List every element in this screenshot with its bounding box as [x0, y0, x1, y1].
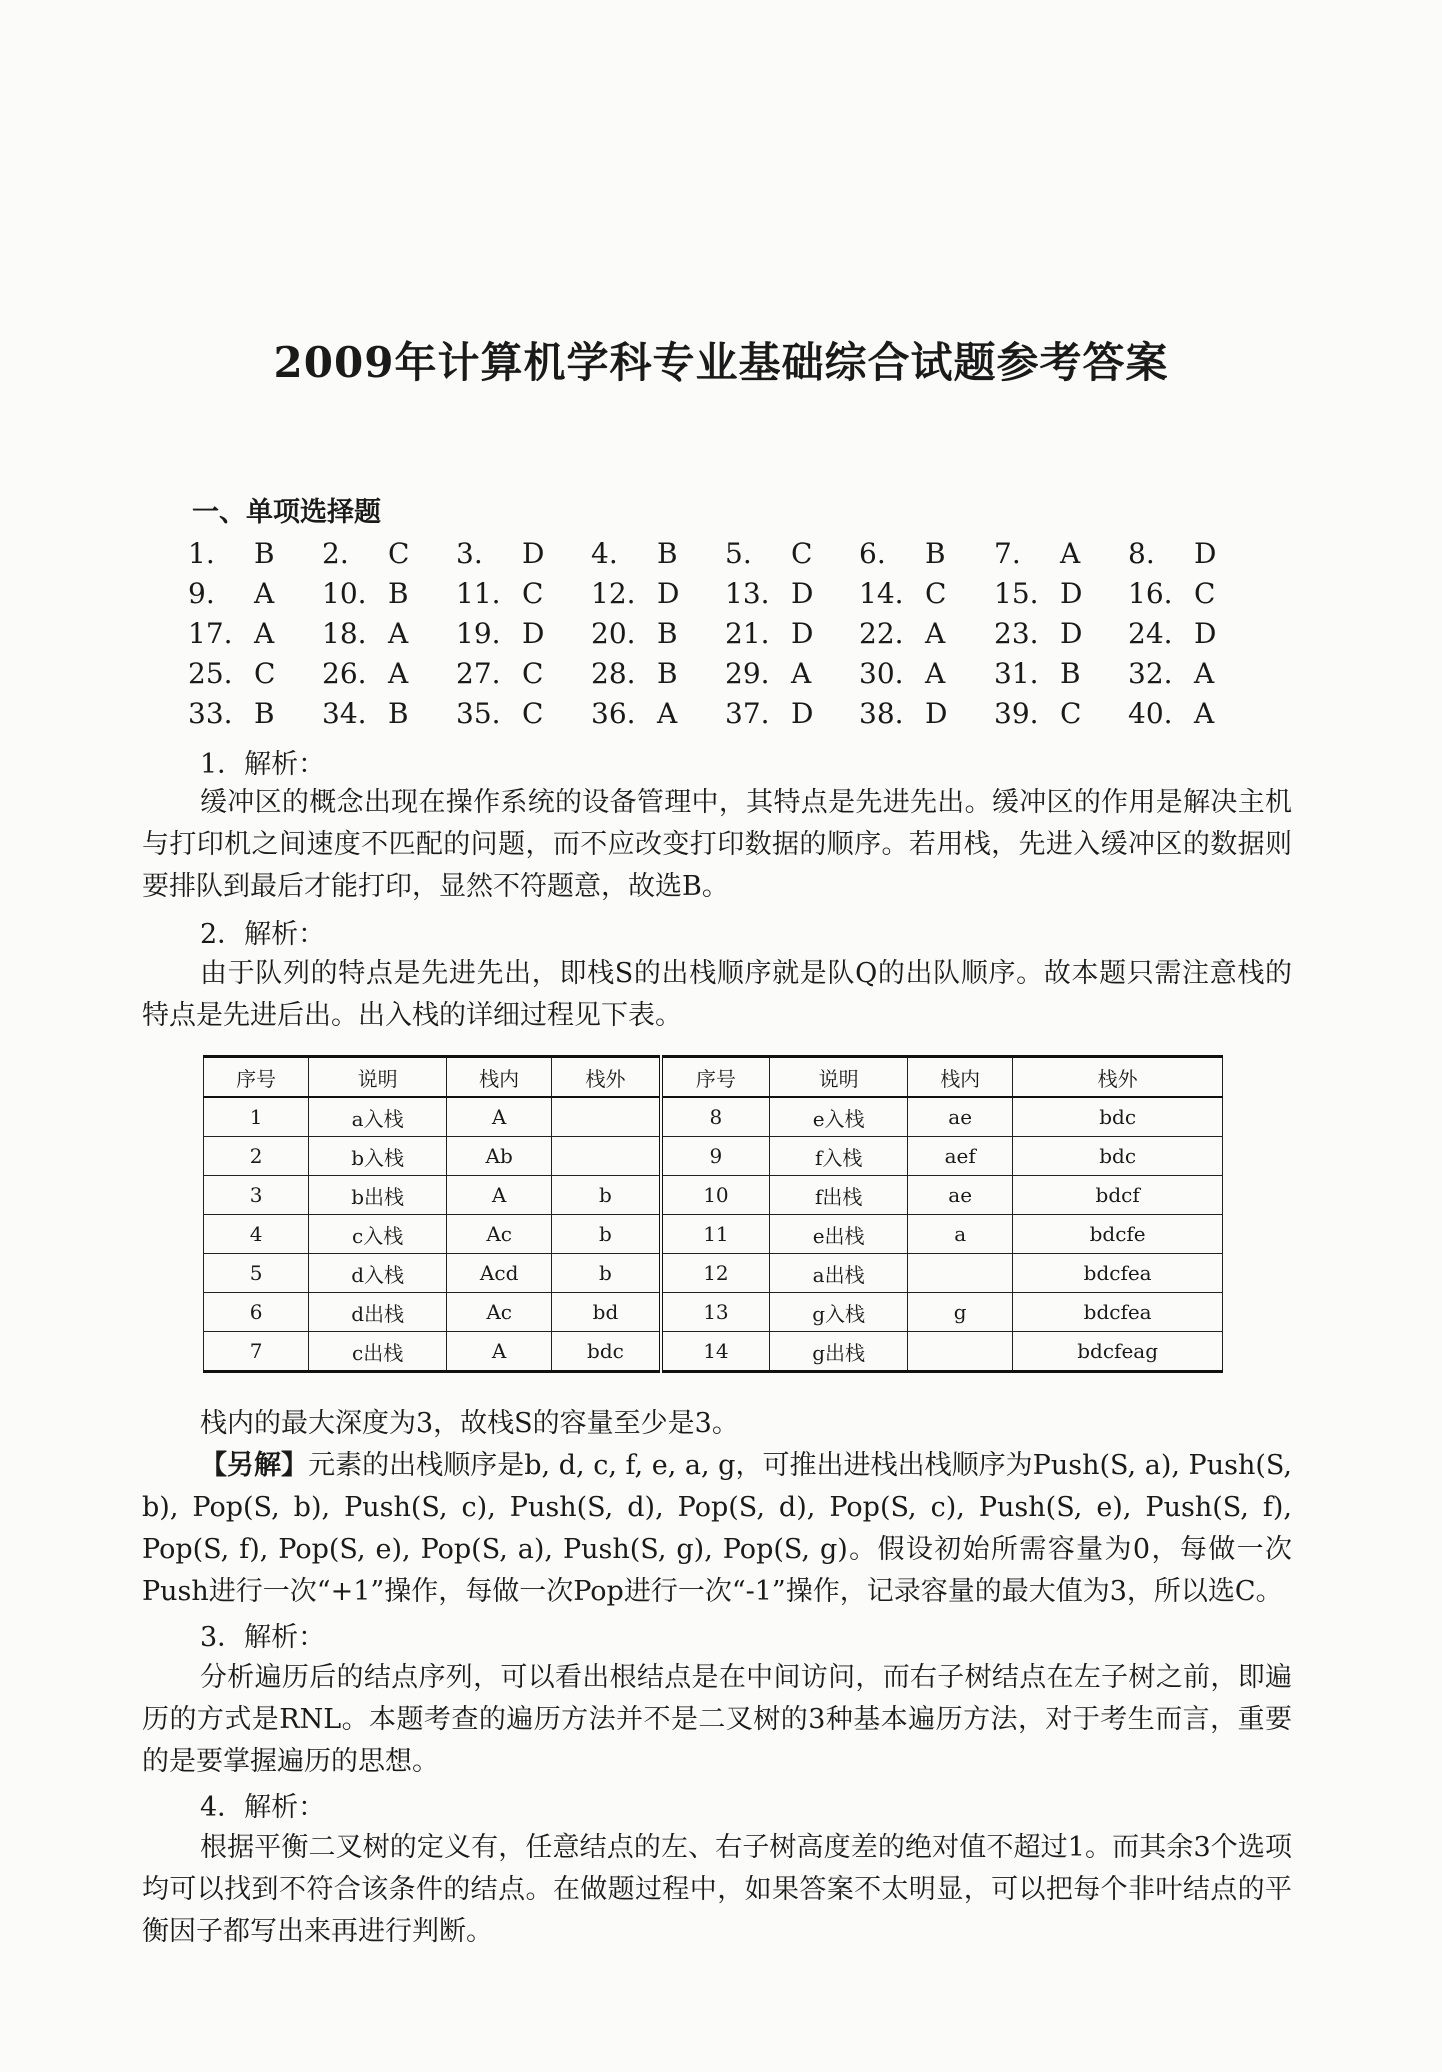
q4-body: 根据平衡二叉树的定义有，任意结点的左、右子树高度差的绝对值不超过1。而其余3个选项均可以找到不符合该条件的结点。在做题过程中，如果答案不太明显，可以把每个非叶结点的平衡因子都写出来再进行判断。: [142, 1832, 1292, 1947]
answer-item: [859, 697, 965, 730]
answer-item: [322, 697, 428, 730]
table-cell: b入栈: [309, 1137, 447, 1176]
answer-number: 12.: [591, 577, 636, 610]
table-cell: a出栈: [770, 1254, 908, 1293]
answer-number: 22.: [859, 617, 904, 650]
table-header: 栈内: [447, 1057, 552, 1098]
alt-text: 元素的出栈顺序是b, d, c, f, e, a, g，可推出进栈出栈顺序为Push(S, a), Push(S, b), Pop(S, b), Push(S, c), Push(S, d), Pop(S, d), Pop(S, c), Push(S, e), Push(S, f), Pop(S, f), Pop(S, e), Pop(S, a), Push(S, g), Pop(S, g)。假设初始所需容量为0，每做一次Push进行一次“+1”操作，每做一次Pop进行一次“-1”操作，记录容量的最大值为3，所以选C。: [142, 1450, 1293, 1607]
answer-number: 21.: [725, 617, 770, 650]
answer-number: 10.: [322, 577, 367, 610]
answer-number: 9.: [188, 577, 215, 610]
answer-item: [859, 657, 965, 690]
answer-item: [994, 697, 1100, 730]
table-cell: bdcfea: [1013, 1254, 1223, 1293]
table-cell: [552, 1097, 661, 1137]
table-cell: bd: [552, 1293, 661, 1332]
table-cell: d出栈: [309, 1293, 447, 1332]
answer-number: 16.: [1128, 577, 1173, 610]
answer-number: 33.: [188, 697, 233, 730]
answer-letter: C: [522, 697, 544, 730]
table-row: [204, 1293, 1223, 1332]
answer-number: 8.: [1128, 537, 1155, 570]
answer-item: [1128, 577, 1234, 610]
q2-alt: [142, 1445, 1292, 1613]
table-cell: b: [552, 1254, 661, 1293]
table-cell: A: [447, 1097, 552, 1137]
answer-letter: B: [657, 657, 678, 690]
table-cell: ae: [908, 1097, 1013, 1137]
table-cell: 4: [204, 1215, 309, 1254]
table-cell: a入栈: [309, 1097, 447, 1137]
answer-item: [322, 617, 428, 650]
answer-item: [1128, 697, 1234, 730]
answer-number: 3.: [456, 537, 483, 570]
answer-letter: A: [925, 617, 946, 650]
table-row: [204, 1332, 1223, 1372]
table-header: 序号: [661, 1057, 770, 1098]
table-cell: 1: [204, 1097, 309, 1137]
answer-number: 36.: [591, 697, 636, 730]
answer-item: [188, 577, 294, 610]
answer-item: [188, 657, 294, 690]
answer-item: [456, 657, 562, 690]
answer-letter: A: [1194, 657, 1215, 690]
answer-number: 29.: [725, 657, 770, 690]
table-cell: g入栈: [770, 1293, 908, 1332]
answer-letter: B: [657, 537, 678, 570]
q3-body: 分析遍历后的结点序列，可以看出根结点是在中间访问，而右子树结点在左子树之前，即遍历的方式是RNL。本题考查的遍历方法并不是二叉树的3种基本遍历方法，对于考生而言，重要的是要掌握遍历的思想。: [142, 1662, 1292, 1777]
q2-after: [142, 1403, 1292, 1445]
table-cell: 14: [661, 1332, 770, 1372]
answer-letter: B: [254, 537, 275, 570]
answer-item: [188, 697, 294, 730]
q2-after-text: 栈内的最大深度为3，故栈S的容量至少是3。: [200, 1408, 739, 1439]
answer-item: [322, 577, 428, 610]
table-header: 说明: [770, 1057, 908, 1098]
answer-item: [725, 537, 831, 570]
table-cell: 11: [661, 1215, 770, 1254]
table-cell: aef: [908, 1137, 1013, 1176]
answer-number: 19.: [456, 617, 501, 650]
table-cell: [552, 1137, 661, 1176]
q4-heading: 4．解析：: [200, 1792, 326, 1823]
q2-text: [142, 953, 1292, 1037]
table-cell: bdc: [1013, 1137, 1223, 1176]
table-cell: 12: [661, 1254, 770, 1293]
table-cell: c入栈: [309, 1215, 447, 1254]
answer-number: 40.: [1128, 697, 1173, 730]
answer-item: [591, 697, 697, 730]
table-header: 说明: [309, 1057, 447, 1098]
table-cell: A: [447, 1332, 552, 1372]
q3-text: [142, 1657, 1292, 1783]
q2-heading: 2．解析：: [200, 919, 326, 950]
table-cell: 6: [204, 1293, 309, 1332]
answer-number: 30.: [859, 657, 904, 690]
answer-number: 5.: [725, 537, 752, 570]
table-cell: A: [447, 1176, 552, 1215]
answer-letter: A: [254, 617, 275, 650]
answer-number: 15.: [994, 577, 1039, 610]
table-row: [204, 1097, 1223, 1137]
table-cell: d入栈: [309, 1254, 447, 1293]
answer-letter: D: [1194, 537, 1217, 570]
answer-number: 26.: [322, 657, 367, 690]
answer-item: [456, 577, 562, 610]
alt-tag: 【另解】: [200, 1450, 309, 1481]
answer-number: 35.: [456, 697, 501, 730]
answer-item: [859, 537, 965, 570]
table-cell: 9: [661, 1137, 770, 1176]
answer-letter: C: [791, 537, 813, 570]
table-cell: g: [908, 1293, 1013, 1332]
answer-letter: A: [657, 697, 678, 730]
q1-heading: 1．解析：: [200, 749, 326, 780]
answer-number: 38.: [859, 697, 904, 730]
q3-heading: 3．解析：: [200, 1622, 326, 1653]
answer-item: [188, 617, 294, 650]
answer-letter: A: [1060, 537, 1081, 570]
table-header: 栈外: [552, 1057, 661, 1098]
answer-number: 13.: [725, 577, 770, 610]
answer-number: 37.: [725, 697, 770, 730]
answer-item: [725, 697, 831, 730]
table-cell: Ac: [447, 1293, 552, 1332]
answer-letter: B: [925, 537, 946, 570]
table-cell: ae: [908, 1176, 1013, 1215]
answer-number: 25.: [188, 657, 233, 690]
answer-letter: D: [1060, 617, 1083, 650]
table-cell: f入栈: [770, 1137, 908, 1176]
table-cell: 5: [204, 1254, 309, 1293]
table-cell: b出栈: [309, 1176, 447, 1215]
answer-letter: D: [1194, 617, 1217, 650]
table-cell: [908, 1332, 1013, 1372]
q4-text: [142, 1827, 1292, 1953]
table-header: 栈外: [1013, 1057, 1223, 1098]
table-cell: e出栈: [770, 1215, 908, 1254]
answer-number: 11.: [456, 577, 501, 610]
answer-letter: D: [657, 577, 680, 610]
q1-text: [142, 782, 1292, 908]
table-cell: 10: [661, 1176, 770, 1215]
table-cell: bdcf: [1013, 1176, 1223, 1215]
answer-letter: A: [925, 657, 946, 690]
table-cell: c出栈: [309, 1332, 447, 1372]
answer-letter: D: [522, 537, 545, 570]
answer-item: [591, 657, 697, 690]
answer-item: [591, 577, 697, 610]
answer-letter: D: [1060, 577, 1083, 610]
answer-item: [994, 577, 1100, 610]
answer-letter: B: [1060, 657, 1081, 690]
answer-item: [591, 537, 697, 570]
answer-item: [456, 617, 562, 650]
answer-letter: D: [791, 697, 814, 730]
table-cell: bdcfea: [1013, 1293, 1223, 1332]
answer-number: 6.: [859, 537, 886, 570]
page-title: 2009年计算机学科专业基础综合试题参考答案: [273, 338, 1169, 387]
answer-item: [591, 617, 697, 650]
answer-item: [322, 657, 428, 690]
answer-item: [1128, 657, 1234, 690]
answer-item: [322, 537, 428, 570]
table-cell: g出栈: [770, 1332, 908, 1372]
answer-number: 4.: [591, 537, 618, 570]
answer-item: [1128, 537, 1234, 570]
table-row: [204, 1137, 1223, 1176]
answer-item: [188, 537, 294, 570]
answer-number: 23.: [994, 617, 1039, 650]
answer-letter: D: [791, 577, 814, 610]
table-cell: [908, 1254, 1013, 1293]
table-cell: 2: [204, 1137, 309, 1176]
answer-letter: C: [925, 577, 947, 610]
answer-letter: A: [1194, 697, 1215, 730]
table-cell: 8: [661, 1097, 770, 1137]
table-cell: bdcfe: [1013, 1215, 1223, 1254]
q2-body: 由于队列的特点是先进先出，即栈S的出栈顺序就是队Q的出队顺序。故本题只需注意栈的特点是先进后出。出入栈的详细过程见下表。: [142, 958, 1292, 1031]
answer-number: 20.: [591, 617, 636, 650]
table-cell: a: [908, 1215, 1013, 1254]
answer-number: 24.: [1128, 617, 1173, 650]
answer-number: 1.: [188, 537, 215, 570]
answer-letter: B: [388, 697, 409, 730]
q1-body: 缓冲区的概念出现在操作系统的设备管理中，其特点是先进先出。缓冲区的作用是解决主机与打印机之间速度不匹配的问题，而不应改变打印数据的顺序。若用栈，先进入缓冲区的数据则要排队到最后才能打印，显然不符题意，故选B。: [142, 787, 1292, 902]
answer-item: [456, 697, 562, 730]
answer-letter: A: [254, 577, 275, 610]
answer-letter: C: [254, 657, 276, 690]
table-cell: f出栈: [770, 1176, 908, 1215]
table-row: [204, 1254, 1223, 1293]
answer-number: 34.: [322, 697, 367, 730]
answer-item: [859, 577, 965, 610]
answer-number: 17.: [188, 617, 233, 650]
answer-item: [725, 657, 831, 690]
table-cell: Ab: [447, 1137, 552, 1176]
answer-letter: B: [388, 577, 409, 610]
table-cell: 13: [661, 1293, 770, 1332]
answer-letter: B: [254, 697, 275, 730]
answer-letter: D: [925, 697, 948, 730]
answer-item: [994, 537, 1100, 570]
table-cell: 7: [204, 1332, 309, 1372]
table-cell: bdcfeag: [1013, 1332, 1223, 1372]
answer-letter: C: [522, 657, 544, 690]
answer-letter: A: [388, 617, 409, 650]
answer-item: [994, 657, 1100, 690]
answer-number: 31.: [994, 657, 1039, 690]
table-cell: 3: [204, 1176, 309, 1215]
answer-letter: B: [657, 617, 678, 650]
answer-letter: D: [791, 617, 814, 650]
answer-number: 39.: [994, 697, 1039, 730]
answer-number: 2.: [322, 537, 349, 570]
answer-letter: A: [388, 657, 409, 690]
stack-table: [203, 1055, 1223, 1373]
table-header: 栈内: [908, 1057, 1013, 1098]
table-cell: e入栈: [770, 1097, 908, 1137]
table-cell: b: [552, 1176, 661, 1215]
answer-letter: C: [522, 577, 544, 610]
table-cell: b: [552, 1215, 661, 1254]
answer-item: [456, 537, 562, 570]
answer-number: 14.: [859, 577, 904, 610]
table-cell: Ac: [447, 1215, 552, 1254]
answer-item: [1128, 617, 1234, 650]
answer-item: [994, 617, 1100, 650]
answer-number: 18.: [322, 617, 367, 650]
table-cell: bdc: [1013, 1097, 1223, 1137]
table-row: [204, 1215, 1223, 1254]
answer-item: [725, 617, 831, 650]
answer-letter: A: [791, 657, 812, 690]
answer-letter: D: [522, 617, 545, 650]
section-heading: 一、单项选择题: [192, 497, 381, 528]
answer-letter: C: [388, 537, 410, 570]
table-row: [204, 1176, 1223, 1215]
answer-number: 27.: [456, 657, 501, 690]
answer-letter: C: [1060, 697, 1082, 730]
table-cell: Acd: [447, 1254, 552, 1293]
table-cell: bdc: [552, 1332, 661, 1372]
answer-number: 7.: [994, 537, 1021, 570]
table-header: 序号: [204, 1057, 309, 1098]
answer-item: [725, 577, 831, 610]
answer-item: [859, 617, 965, 650]
answer-letter: C: [1194, 577, 1216, 610]
answer-number: 28.: [591, 657, 636, 690]
answer-number: 32.: [1128, 657, 1173, 690]
